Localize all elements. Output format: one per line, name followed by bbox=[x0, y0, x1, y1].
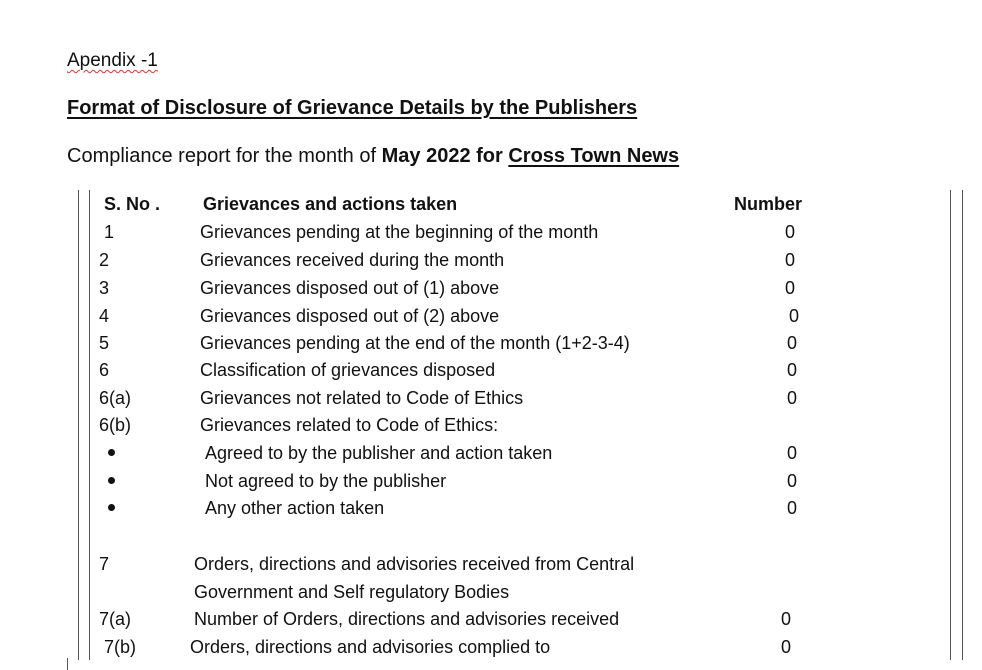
row-number: 0 bbox=[784, 222, 795, 242]
row-number: 0 bbox=[786, 388, 797, 408]
header-item: Grievances and actions taken bbox=[203, 194, 458, 214]
header-sno: S. No . bbox=[104, 194, 161, 214]
row-number: 0 bbox=[784, 278, 795, 298]
row-item: Grievances not related to Code of Ethics bbox=[200, 388, 524, 408]
page-edge-mark bbox=[67, 658, 68, 670]
bullet-icon bbox=[108, 504, 115, 511]
row-sno: 7(a) bbox=[99, 609, 132, 629]
table-border-left-inner bbox=[89, 190, 90, 660]
compliance-line bbox=[67, 145, 679, 168]
bullet-icon bbox=[108, 477, 115, 484]
row-number: 0 bbox=[780, 637, 791, 657]
compliance-month: May 2022 for bbox=[381, 145, 509, 167]
row-item-continued: Government and Self regulatory Bodies bbox=[194, 582, 510, 602]
row-item: Classification of grievances disposed bbox=[200, 360, 496, 380]
row-item: Orders, directions and advisories received from Central bbox=[194, 554, 635, 574]
row-item: Grievances received during the month bbox=[200, 250, 505, 270]
row-sno: 4 bbox=[99, 306, 110, 326]
format-title: Format of Disclosure of Grievance Details by the Publishers bbox=[67, 97, 638, 119]
row-sno: 6 bbox=[99, 360, 110, 380]
row-item: Grievances disposed out of (1) above bbox=[200, 278, 500, 298]
row-item: Any other action taken bbox=[205, 498, 385, 518]
row-number: 0 bbox=[786, 443, 797, 463]
appendix-label bbox=[67, 50, 158, 72]
row-sno: 2 bbox=[99, 250, 110, 270]
row-item: Grievances pending at the beginning of the month bbox=[200, 222, 599, 242]
compliance-publisher: Cross Town News bbox=[508, 145, 680, 167]
row-number: 0 bbox=[780, 609, 791, 629]
row-sno: 1 bbox=[104, 222, 115, 242]
row-item: Number of Orders, directions and advisories received bbox=[194, 609, 620, 629]
row-sno: 6(b) bbox=[99, 415, 132, 435]
row-sno: 3 bbox=[99, 278, 110, 298]
table-border-left-outer bbox=[78, 190, 79, 660]
appendix-text: Apendix -1 bbox=[67, 50, 158, 71]
compliance-prefix: Compliance report for the month of bbox=[67, 145, 382, 167]
row-number: 0 bbox=[786, 333, 797, 353]
row-sno: 5 bbox=[99, 333, 110, 353]
bullet-icon bbox=[108, 449, 115, 456]
row-item: Not agreed to by the publisher bbox=[205, 471, 447, 491]
row-item: Grievances related to Code of Ethics: bbox=[200, 415, 499, 435]
table-border-right-outer bbox=[962, 190, 963, 660]
row-number: 0 bbox=[786, 471, 797, 491]
row-sno: 7(b) bbox=[104, 637, 137, 657]
row-item: Grievances disposed out of (2) above bbox=[200, 306, 500, 326]
row-item: Grievances pending at the end of the month (1+2-3-4) bbox=[200, 333, 630, 353]
header-number: Number bbox=[734, 194, 803, 214]
row-item: Orders, directions and advisories complied to bbox=[190, 637, 551, 657]
row-sno: 6(a) bbox=[99, 388, 132, 408]
table-border-right-inner bbox=[950, 190, 951, 660]
row-number: 0 bbox=[786, 498, 797, 518]
row-item: Agreed to by the publisher and action taken bbox=[205, 443, 553, 463]
row-number: 0 bbox=[788, 306, 799, 326]
row-number: 0 bbox=[784, 250, 795, 270]
row-sno: 7 bbox=[99, 554, 110, 574]
row-number: 0 bbox=[786, 360, 797, 380]
